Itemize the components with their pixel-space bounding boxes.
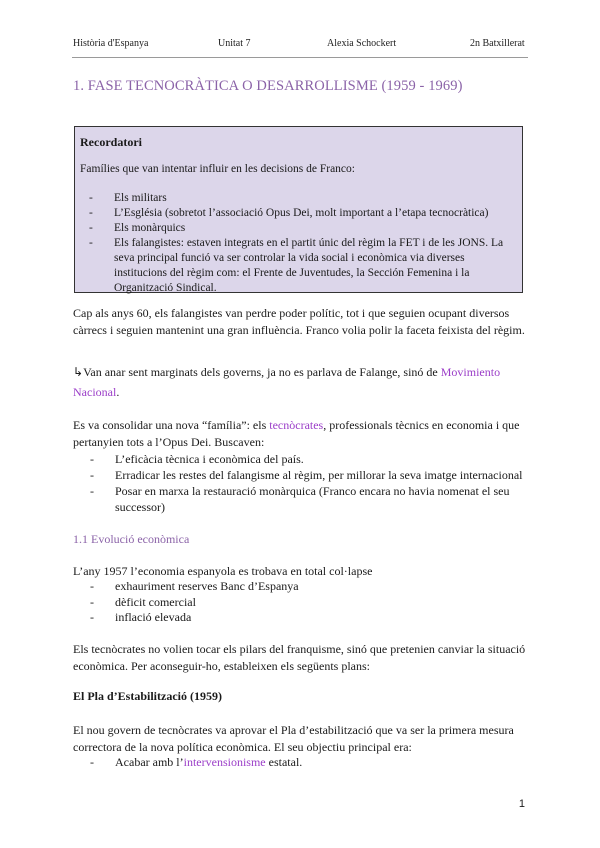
- arrow-icon: ↳: [73, 365, 84, 379]
- list-item: - inflació elevada: [90, 610, 192, 624]
- subsection-title: 1.1 Evolució econòmica: [73, 532, 190, 546]
- list-item: - Els falangistes: estaven integrats en el partit únic del règim la FET i de les JONS. La seva principal funció va ser controlar la vida social i econòmica via diverses institucions del règim com: el Frente de Juventudes, la Sección Femenina i la Organització Sindical.: [89, 237, 504, 294]
- note-movimiento: ↳Van anar sent marginats dels governs, ja no es parlava de Falange, sinó de Movimiento Nacional.: [73, 365, 501, 399]
- reminder-title: Recordatori: [80, 135, 142, 149]
- header-subject: Història d'Espanya: [73, 38, 149, 49]
- reminder-box: [74, 126, 523, 293]
- list-item: - Posar en marxa la restauració monàrquica (Franco encara no havia nomenat el seu successor): [90, 484, 510, 514]
- paragraph-stabilization: El nou govern de tecnòcrates va aprovar el Pla d’estabilització que va ser la primera mesura correctora de la nova política econòmica. El seu objectiu principal era:: [73, 723, 514, 754]
- section-title: 1. FASE TECNOCRÀTICA O DESARROLLISME (1959 - 1969): [73, 78, 463, 94]
- reminder-intro: Famílies que van intentar influir en les decisions de Franco:: [80, 163, 355, 175]
- list-item: - dèficit comercial: [90, 594, 196, 609]
- reminder-list: [89, 191, 519, 296]
- list-item: - Els monàrquics: [89, 222, 186, 234]
- list-item: - Acabar amb l’intervensionisme estatal.: [90, 755, 303, 769]
- header-unit: Unitat 7: [218, 38, 251, 49]
- paragraph-plans: Els tecnòcrates no volien tocar els pilars del franquisme, sinó que pretenien canviar la situació econòmica. Per aconseguir-ho, estableixen els següents plans:: [73, 642, 526, 673]
- list-item: - L’eficàcia tècnica i econòmica del país.: [90, 452, 304, 466]
- header-rule: [72, 57, 528, 58]
- paragraph-collapse: L’any 1957 l’economia espanyola es trobava en total col·lapse: [73, 564, 373, 578]
- paragraph-falangists: Cap als anys 60, els falangistes van perdre poder polític, tot i que seguien ocupant diversos càrrecs i seguien mantenint una gran influència. Franco volia polir la faceta feixista del règim.: [73, 306, 525, 337]
- list-item: - L’Església (sobretot l’associació Opus Dei, molt important a l’etapa tecnocràtica): [89, 207, 489, 219]
- page-number: 1: [518, 798, 525, 810]
- highlight-term: intervensionisme: [183, 755, 266, 769]
- paragraph-technocrats: Es va consolidar una nova “família”: els tecnòcrates, professionals tècnics en economia i que pertanyien tots a l’Opus Dei. Buscaven:: [73, 418, 520, 449]
- list-item: - exhauriment reserves Banc d’Espanya: [90, 579, 299, 593]
- header-author: Alexia Schockert: [327, 38, 397, 49]
- plan-heading: El Pla d’Estabilització (1959): [73, 689, 222, 703]
- highlight-term: tecnòcrates: [269, 418, 324, 432]
- highlight-term: Movimiento Nacional: [73, 365, 501, 399]
- header-course: 2n Batxillerat: [470, 38, 525, 49]
- goal-list: [90, 754, 530, 770]
- aims-list: [90, 451, 530, 515]
- list-item: - Erradicar les restes del falangisme al règim, per millorar la seva imatge internacional: [90, 468, 523, 482]
- list-item: - Els militars: [89, 192, 167, 204]
- problems-list: [90, 579, 530, 626]
